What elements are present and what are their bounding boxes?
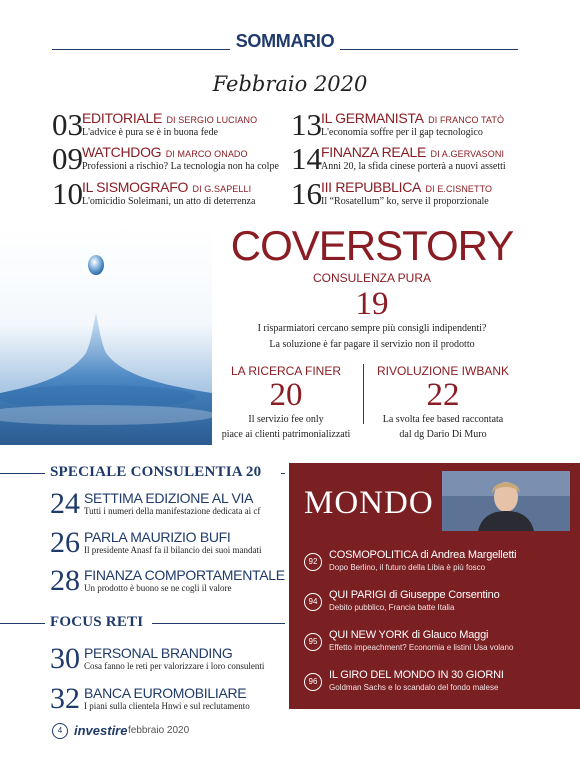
footer-date: febbraio 2020 [128, 725, 190, 736]
section-name: IL GERMANISTA [321, 110, 424, 126]
mondo-item-title: COSMOPOLITICA di Andrea Margelletti [329, 549, 517, 561]
page-number-badge: 95 [304, 633, 322, 651]
coverstory-sub-iwbank[interactable] [368, 364, 518, 442]
section-name: SETTIMA EDIZIONE AL VIA [84, 490, 254, 506]
issue-date: Febbraio 2020 [212, 72, 368, 96]
author: DI A.GERVASONI [430, 149, 505, 159]
entry-description: Un prodotto è buono se ne cogli il valore [84, 583, 232, 593]
entry-description: Cosa fanno le reti per valorizzare i loro consulenti [84, 661, 265, 671]
entry-description: Il presidente Anasf fa il bilancio dei suoi mandati [84, 545, 262, 555]
page-number: 24 [50, 487, 80, 520]
section-heading-speciale: SPECIALE CONSULENTIA 20 [50, 464, 262, 480]
mondo-item-qui-parigi[interactable] [304, 589, 574, 623]
entry-description: L'advice è pura se è in buona fede [82, 127, 218, 138]
page-number: 13 [291, 107, 322, 142]
section-name: PARLA MAURIZIO BUFI [84, 529, 231, 545]
brand-logo: investire [74, 723, 128, 738]
section-name: EDITORIALE [82, 110, 162, 126]
entry-description: L'omicidio Soleimani, un atto di deterrenza [82, 196, 256, 207]
mondo-item-qui-new-york[interactable] [304, 629, 574, 663]
section-rule [152, 623, 285, 624]
section-rule [0, 473, 45, 474]
page-header [52, 31, 518, 55]
page-number-badge: 92 [304, 553, 322, 571]
mondo-item-giro-del-mondo[interactable] [304, 669, 574, 703]
author: DI E.CISNETTO [425, 184, 493, 194]
author: DI FRANCO TATÒ [428, 115, 505, 125]
header-rule-left [52, 49, 230, 50]
footer-page-number: 4 [52, 723, 68, 739]
author: DI G.SAPELLI [192, 184, 252, 194]
mondo-item-description: Effetto impeachment? Economia e listini Usa volano [329, 643, 514, 652]
page-number-badge: 94 [304, 593, 322, 611]
mondo-item-cosmopolitica[interactable] [304, 549, 574, 583]
section-heading-focus-reti: FOCUS RETI [50, 614, 144, 630]
page-number: 09 [52, 141, 83, 176]
mondo-item-title: IL GIRO DEL MONDO IN 30 GIORNI [329, 669, 504, 681]
mondo-item-title: QUI NEW YORK di Glauco Maggi [329, 629, 489, 641]
section-name: FINANZA COMPORTAMENTALE [84, 567, 285, 583]
entry-description: Professioni a rischio? La tecnologia non ha colpe [82, 161, 279, 172]
portrait-photo [442, 471, 570, 531]
water-drop-image [0, 225, 212, 445]
author: DI SERGIO LUCIANO [166, 115, 258, 125]
coverstory-kicker[interactable]: CONSULENZA PURA [312, 271, 432, 285]
sub-line: dal dg Dario Di Muro [399, 429, 487, 440]
mondo-item-description: Goldman Sachs e lo scandalo del fondo malese [329, 683, 499, 692]
section-name: BANCA EUROMOBILIARE [84, 685, 247, 701]
entry-description: Il “Rosatellum” ko, serve il proporzionale [321, 196, 489, 207]
coverstory-summary [222, 321, 522, 353]
mondo-item-title: QUI PARIGI di Giuseppe Corsentino [329, 589, 500, 601]
page-number: 26 [50, 526, 80, 559]
page-number: 30 [50, 642, 80, 675]
mondo-item-description: Debito pubblico, Francia batte Italia [329, 603, 455, 612]
sub-page-number: 22 [426, 377, 460, 413]
section-name: PERSONAL BRANDING [84, 645, 233, 661]
entry-description: Tutti i numeri della manifestazione dedicata ai cf [84, 506, 261, 516]
sub-page-number: 20 [269, 377, 303, 413]
page-number: 28 [50, 564, 80, 597]
section-rule [281, 473, 285, 474]
mondo-item-description: Dopo Berlino, il futuro della Libia è più fosco [329, 563, 486, 572]
section-rule [0, 623, 45, 624]
sub-line: La svolta fee based raccontata [382, 414, 504, 425]
coverstory-title: COVERSTORY [230, 222, 514, 269]
page-number: 14 [291, 141, 322, 176]
page-number-badge: 96 [304, 673, 322, 691]
sub-line: piace ai clienti patrimonializzati [221, 429, 351, 440]
section-name: IL SISMOGRAFO [82, 179, 189, 195]
section-name: WATCHDOG [82, 144, 162, 160]
header-rule-right [340, 49, 518, 50]
entry-description: L'economia soffre per il gap tecnologico [321, 127, 483, 138]
entry-description: I piani sulla clientela Hnwi e sul reclutamento [84, 701, 250, 711]
page-number: 03 [52, 107, 83, 142]
coverstory-line: I risparmiatori cercano sempre più consigli indipendenti? [257, 323, 487, 334]
section-name: FINANZA REALE [321, 144, 427, 160]
sub-kicker: LA RICERCA FINER [230, 364, 342, 378]
mondo-section [289, 463, 580, 709]
coverstory-divider [363, 364, 364, 424]
author: DI MARCO ONADO [165, 149, 248, 159]
page-number: 10 [52, 176, 83, 211]
mondo-title: MONDO [304, 485, 434, 521]
page-number: 16 [291, 176, 322, 211]
coverstory-line: La soluzione è far pagare il servizio non il prodotto [269, 339, 475, 350]
coverstory-page-number: 19 [355, 286, 389, 322]
page-number: 32 [50, 682, 80, 715]
sub-line: Il servizio fee only [248, 414, 324, 425]
page-title: SOMMARIO [235, 31, 335, 51]
section-name: III REPUBBLICA [321, 179, 422, 195]
coverstory-sub-ricerca-finer[interactable] [211, 364, 361, 442]
entry-description: Anni 20, la sfida cinese porterà a nuovi assetti [321, 161, 506, 172]
sub-kicker: RIVOLUZIONE IWBANK [376, 364, 510, 378]
